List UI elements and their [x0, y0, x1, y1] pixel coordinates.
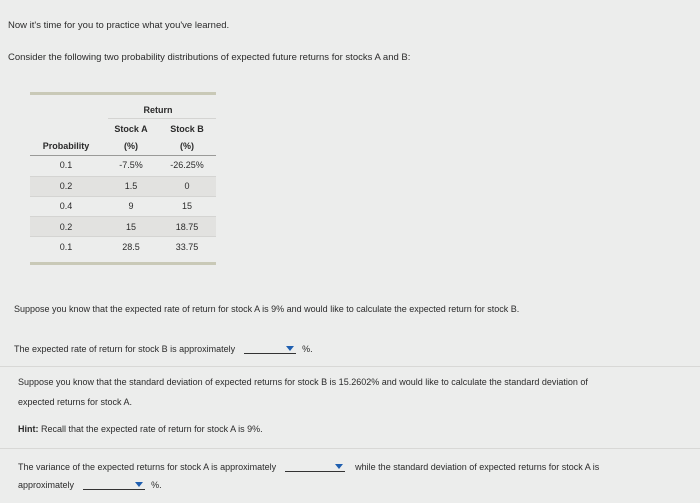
question-1-text: Suppose you know that the expected rate of return for stock A is 9% and would like to calculate the expected return for stock B.	[14, 304, 520, 314]
expected-return-b-dropdown[interactable]	[244, 342, 296, 354]
prob-cell: 0.4	[59, 201, 73, 211]
stock-b-cell: 0	[184, 181, 190, 191]
stock-b-cell: 15	[181, 201, 192, 211]
question-2-text-1: Suppose you know that the standard deviation of expected returns for stock B is 15.2602% and would like to calculate the standard deviation of	[18, 377, 588, 387]
prob-cell: 0.2	[59, 222, 73, 232]
stock-b-cell: -26.25%	[170, 160, 204, 170]
intro-line-1: Now it's time for you to practice what you've learned.	[8, 20, 230, 31]
returns-table	[30, 90, 220, 270]
question-1-label: The expected rate of return for stock B is approximately	[14, 344, 236, 354]
question-1-answer-line	[14, 342, 313, 354]
hint-label: Hint:	[18, 424, 39, 434]
question-1-unit: %.	[302, 344, 313, 354]
std-dev-label: while the standard deviation of expected returns for stock A is	[355, 462, 600, 472]
dropdown-arrow-icon	[135, 482, 143, 487]
row-divider	[30, 216, 216, 217]
variance-a-dropdown[interactable]	[285, 460, 345, 472]
stock-a-cell: 9	[128, 201, 134, 211]
stock-a-unit: (%)	[124, 141, 138, 151]
stock-b-cell: 33.75	[175, 242, 199, 252]
prob-cell: 0.2	[59, 181, 73, 191]
return-group-header: Return	[143, 105, 173, 115]
intro-line-2: Consider the following two probability distributions of expected future returns for stocks A and B:	[8, 52, 411, 63]
table-bottom-rule	[30, 262, 216, 265]
stock-a-cell: -7.5%	[119, 160, 143, 170]
group-underline	[108, 118, 216, 119]
dropdown-arrow-icon	[286, 346, 294, 351]
stock-a-cell: 15	[125, 222, 136, 232]
std-dev-a-dropdown[interactable]	[83, 478, 145, 490]
probability-header: Probability	[42, 141, 90, 151]
stock-b-cell: 18.75	[175, 222, 199, 232]
prob-cell: 0.1	[59, 242, 73, 252]
question-2-answer-line-1	[18, 460, 599, 472]
table-top-rule	[30, 92, 216, 95]
hint-line	[18, 424, 263, 434]
hint-text: Recall that the expected rate of return for stock A is 9%.	[38, 424, 263, 434]
question-2-text-2: expected returns for stock A.	[18, 397, 133, 407]
prob-cell: 0.1	[59, 160, 73, 170]
dropdown-arrow-icon	[335, 464, 343, 469]
question-2-answer-line-2	[18, 478, 162, 490]
stock-a-cell: 1.5	[124, 181, 138, 191]
section-divider	[0, 366, 700, 367]
row-divider	[30, 196, 216, 197]
stock-a-cell: 28.5	[122, 242, 140, 252]
stock-b-unit: (%)	[180, 141, 194, 151]
stock-a-header: Stock A	[114, 124, 148, 134]
header-rule	[30, 155, 216, 156]
row-divider	[30, 176, 216, 177]
row-divider	[30, 236, 216, 237]
approximately-label: approximately	[18, 480, 75, 490]
variance-label: The variance of the expected returns for stock A is approximately	[18, 462, 277, 472]
question-2-unit: %.	[151, 480, 162, 490]
section-divider	[0, 448, 700, 449]
stock-b-header: Stock B	[170, 124, 204, 134]
